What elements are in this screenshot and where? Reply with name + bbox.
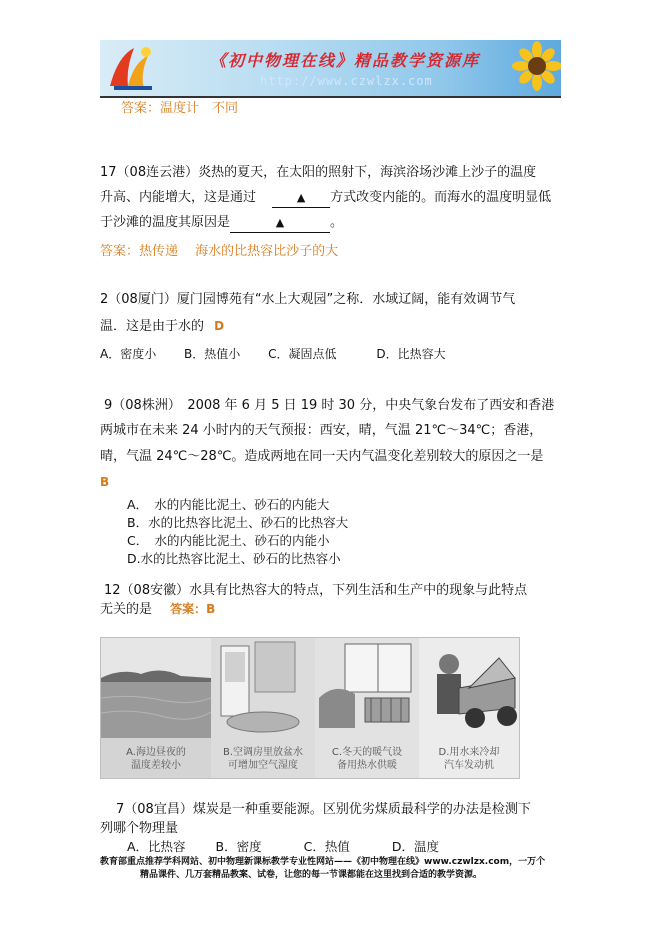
q9-line3: 晴，气温 24℃～28℃。造成两地在同一天内气温变化差别较大的原因之一是: [100, 449, 544, 464]
photo-car-engine: [419, 638, 519, 778]
q2-option-d: D．比热容大: [376, 347, 446, 361]
caption-d-line1: D.用水来冷却: [438, 747, 500, 758]
q17-blank2: [230, 214, 330, 233]
header-banner: [100, 40, 561, 98]
q12-line1: 12（08安徽）水具有比热容大的特点，下列生活和生产中的现象与此特点: [104, 583, 528, 598]
q9-line2: 两城市在未来 24 小时内的天气预报：西安，晴，气温 21℃～34℃；香港，: [100, 423, 543, 438]
q17-line2: [100, 189, 551, 208]
q7-options: [127, 838, 439, 856]
q2-option-b: B．热值小: [184, 347, 241, 361]
photo-radiator: [315, 638, 419, 778]
caption-c: [315, 746, 419, 772]
q7-line2: 列哪个物理量: [100, 821, 179, 836]
photo-sea: [101, 638, 211, 778]
footer-line1: 教育部重点推荐学科网站、初中物理新课标教学专业性网站——《初中物理在线》www.czwlzx.com，一万个: [100, 857, 546, 867]
site-logo-icon: [104, 42, 160, 94]
answer-prev: 答案：温度计 不同: [121, 101, 239, 116]
q12-answer: 答案：B: [170, 602, 216, 616]
q2-answer: D: [214, 319, 225, 333]
caption-a-line1: A.海边昼夜的: [126, 747, 186, 758]
q12-illustration: [100, 637, 520, 779]
caption-d-line2: 汽车发动机: [444, 760, 494, 771]
q17-line3-b: 。: [330, 215, 344, 230]
q12-line2: [100, 600, 215, 619]
q7-option-a: A．比热容: [127, 839, 186, 854]
q17-line2-b: 方式改变内能的。而海水的温度明显低: [330, 190, 552, 205]
q17-blank1: [272, 189, 330, 208]
caption-b: [211, 746, 315, 772]
caption-c-line1: C.冬天的暖气设: [331, 747, 403, 758]
q2-option-a: A．密度小: [100, 347, 157, 361]
banner-url[interactable]: http://www.czwlzx.com: [260, 74, 433, 88]
caption-d: [419, 746, 519, 772]
q17-line2-a: 升高、内能增大，这是通过: [100, 190, 257, 205]
q17-line3: [100, 214, 343, 233]
photo-air-conditioner: [211, 638, 315, 778]
caption-a-line2: 温度差较小: [131, 760, 181, 771]
q17-answer: 答案：热传递 海水的比热容比沙子的大: [100, 244, 339, 259]
q17-line3-a: 于沙滩的温度其原因是: [100, 215, 231, 230]
caption-a: [101, 746, 211, 772]
q2-line1: 2（08厦门）厦门园博苑有“水上大观园”之称．水域辽阔，能有效调节气: [100, 292, 516, 307]
footer-line2: 精品课件、几万套精品教案、试卷，让您的每一节课都能在这里找到合适的教学资源。: [140, 870, 483, 880]
q2-line2-text: 温．这是由于水的: [100, 319, 205, 334]
q2-line2: [100, 317, 224, 336]
sunflower-icon: [512, 40, 561, 96]
q9-option-b: B．水的比热容比泥土、砂石的比热容大: [127, 515, 349, 530]
q7-option-c: C．热值: [303, 839, 350, 854]
caption-b-line2: 可增加空气湿度: [228, 760, 298, 771]
triangle-marker-icon: ▲: [275, 216, 285, 229]
q17-line1: 17（08连云港）炎热的夏天，在太阳的照射下，海滨浴场沙滩上沙子的温度: [100, 165, 537, 180]
caption-c-line2: 备用热水供暖: [337, 760, 397, 771]
q9-answer: B: [100, 475, 110, 489]
q7-line1: 7（08宜昌）煤炭是一种重要能源。区别优劣煤质最科学的办法是检测下: [116, 802, 531, 817]
footer-note: [100, 856, 590, 882]
q7-option-d: D．温度: [391, 839, 439, 854]
q9-line1: 9（08株洲） 2008 年 6 月 5 日 19 时 30 分，中央气象台发布了西安和香港: [104, 398, 555, 413]
q9-option-d: D.水的比热容比泥土、砂石的比热容小: [127, 551, 341, 566]
banner-title: 《初中物理在线》精品教学资源库: [210, 51, 481, 70]
triangle-marker-icon: ▲: [296, 191, 306, 204]
q12-line2-text: 无关的是: [100, 602, 153, 617]
q9-option-c: C． 水的内能比泥土、砂石的内能小: [127, 533, 330, 548]
q2-options: [100, 345, 446, 363]
caption-b-line1: B.空调房里放盆水: [222, 747, 304, 758]
q9-option-a: A． 水的内能比泥土、砂石的内能大: [127, 497, 330, 512]
q2-option-c: C．凝固点低: [268, 347, 337, 361]
q7-option-b: B．密度: [215, 839, 262, 854]
